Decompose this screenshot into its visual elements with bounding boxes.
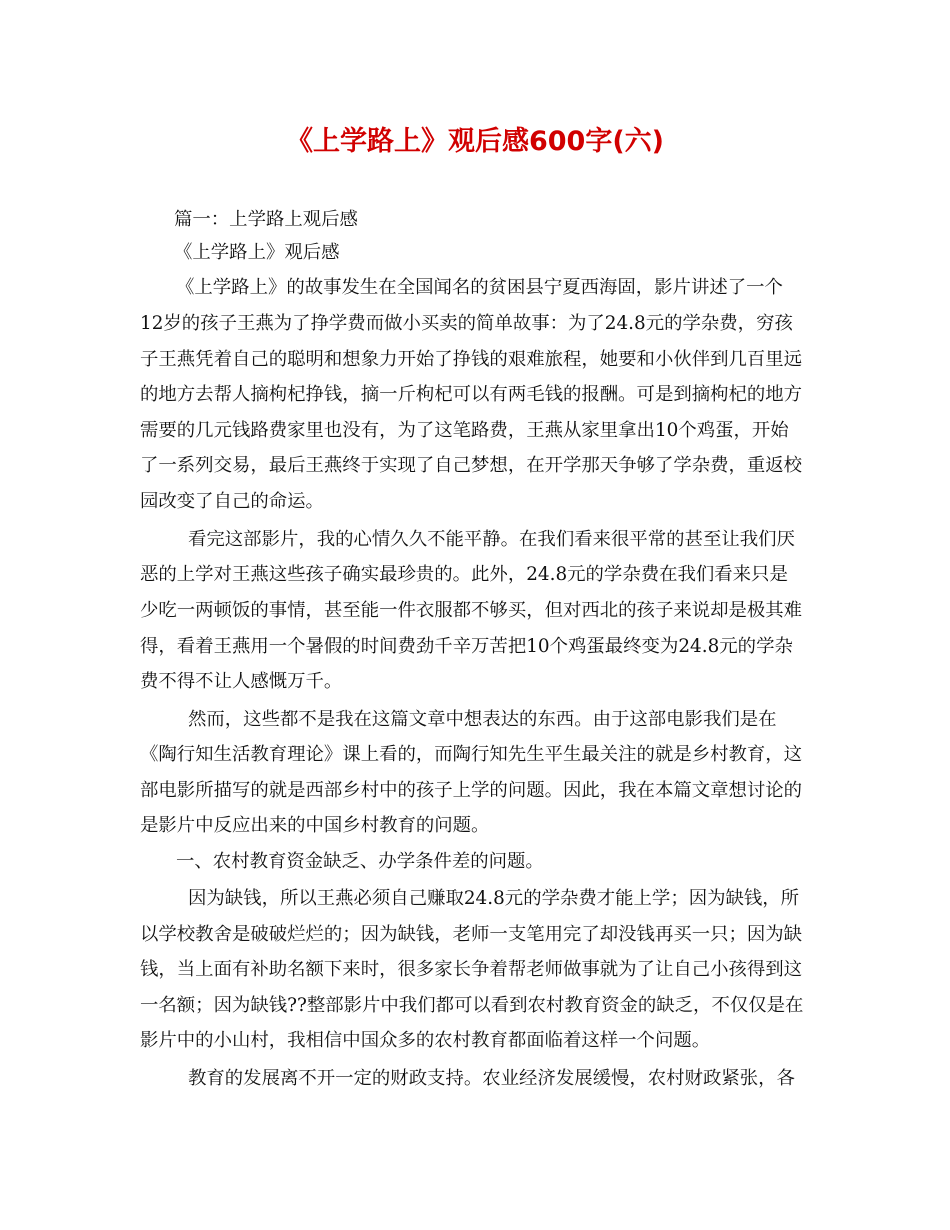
- paragraph-line: 然而，这些都不是我在这篇文章中想表达的东西。由于这部电影我们是在: [188, 709, 777, 730]
- section-heading: 篇一：上学路上观后感: [174, 209, 358, 230]
- paragraph-line: 钱，当上面有补助名额下来时，很多家长争着帮老师做事就为了让自己小孩得到这: [140, 959, 803, 980]
- document-title: 《上学路上》观后感600字(六): [285, 126, 665, 157]
- paragraph-line: 教育的发展离不开一定的财政支持。农业经济发展缓慢，农村财政紧张，各: [188, 1068, 795, 1089]
- paragraph-line: 少吃一两顿饭的事情，甚至能一件衣服都不够买，但对西北的孩子来说却是极其难: [140, 600, 803, 621]
- paragraph-line: 是影片中反应出来的中国乡村教育的问题。: [140, 815, 490, 836]
- paragraph-line: 子王燕凭着自己的聪明和想象力开始了挣钱的艰难旅程，她要和小伙伴到几百里远: [140, 349, 803, 370]
- paragraph-line: 恶的上学对王燕这些孩子确实最珍贵的。此外，24.8元的学杂费在我们看来只是: [140, 564, 788, 585]
- paragraph-line: 以学校教舍是破破烂烂的；因为缺钱，老师一支笔用完了却没钱再买一只；因为缺: [140, 924, 803, 945]
- paragraph-line: 园改变了自己的命运。: [140, 491, 324, 512]
- paragraph-line: 因为缺钱，所以王燕必须自己赚取24.8元的学杂费才能上学；因为缺钱，所: [188, 888, 800, 909]
- paragraph-line: 部电影所描写的就是西部乡村中的孩子上学的问题。因此，我在本篇文章想讨论的: [140, 780, 803, 801]
- paragraph-line: 一名额；因为缺钱??整部影片中我们都可以看到农村教育资金的缺乏，不仅仅是在: [140, 995, 804, 1016]
- paragraph-line: 影片中的小山村，我相信中国众多的农村教育都面临着这样一个问题。: [140, 1030, 711, 1051]
- paragraph-line: 的地方去帮人摘枸杞挣钱，摘一斤枸杞可以有两毛钱的报酬。可是到摘枸杞的地方: [140, 384, 803, 405]
- paragraph-line: 《上学路上》的故事发生在全国闻名的贫困县宁夏西海固，影片讲述了一个: [176, 277, 783, 298]
- subheading: 《上学路上》观后感: [174, 242, 340, 263]
- paragraph-line: 费不得不让人感慨万千。: [140, 671, 343, 692]
- paragraph-line: 得，看着王燕用一个暑假的时间费劲千辛万苦把10个鸡蛋最终变为24.8元的学杂: [140, 636, 793, 657]
- paragraph-line: 《陶行知生活教育理论》课上看的，而陶行知先生平生最关注的就是乡村教育，这: [140, 744, 803, 765]
- section-heading: 一、农村教育资金缺乏、办学条件差的问题。: [176, 851, 544, 872]
- paragraph-line: 12岁的孩子王燕为了挣学费而做小买卖的简单故事：为了24.8元的学杂费，穷孩: [140, 313, 793, 334]
- paragraph-line: 需要的几元钱路费家里也没有，为了这笔路费，王燕从家里拿出10个鸡蛋，开始: [140, 420, 789, 441]
- paragraph-line: 看完这部影片，我的心情久久不能平静。在我们看来很平常的甚至让我们厌: [188, 529, 795, 550]
- paragraph-line: 了一系列交易，最后王燕终于实现了自己梦想，在开学那天争够了学杂费，重返校: [140, 455, 803, 476]
